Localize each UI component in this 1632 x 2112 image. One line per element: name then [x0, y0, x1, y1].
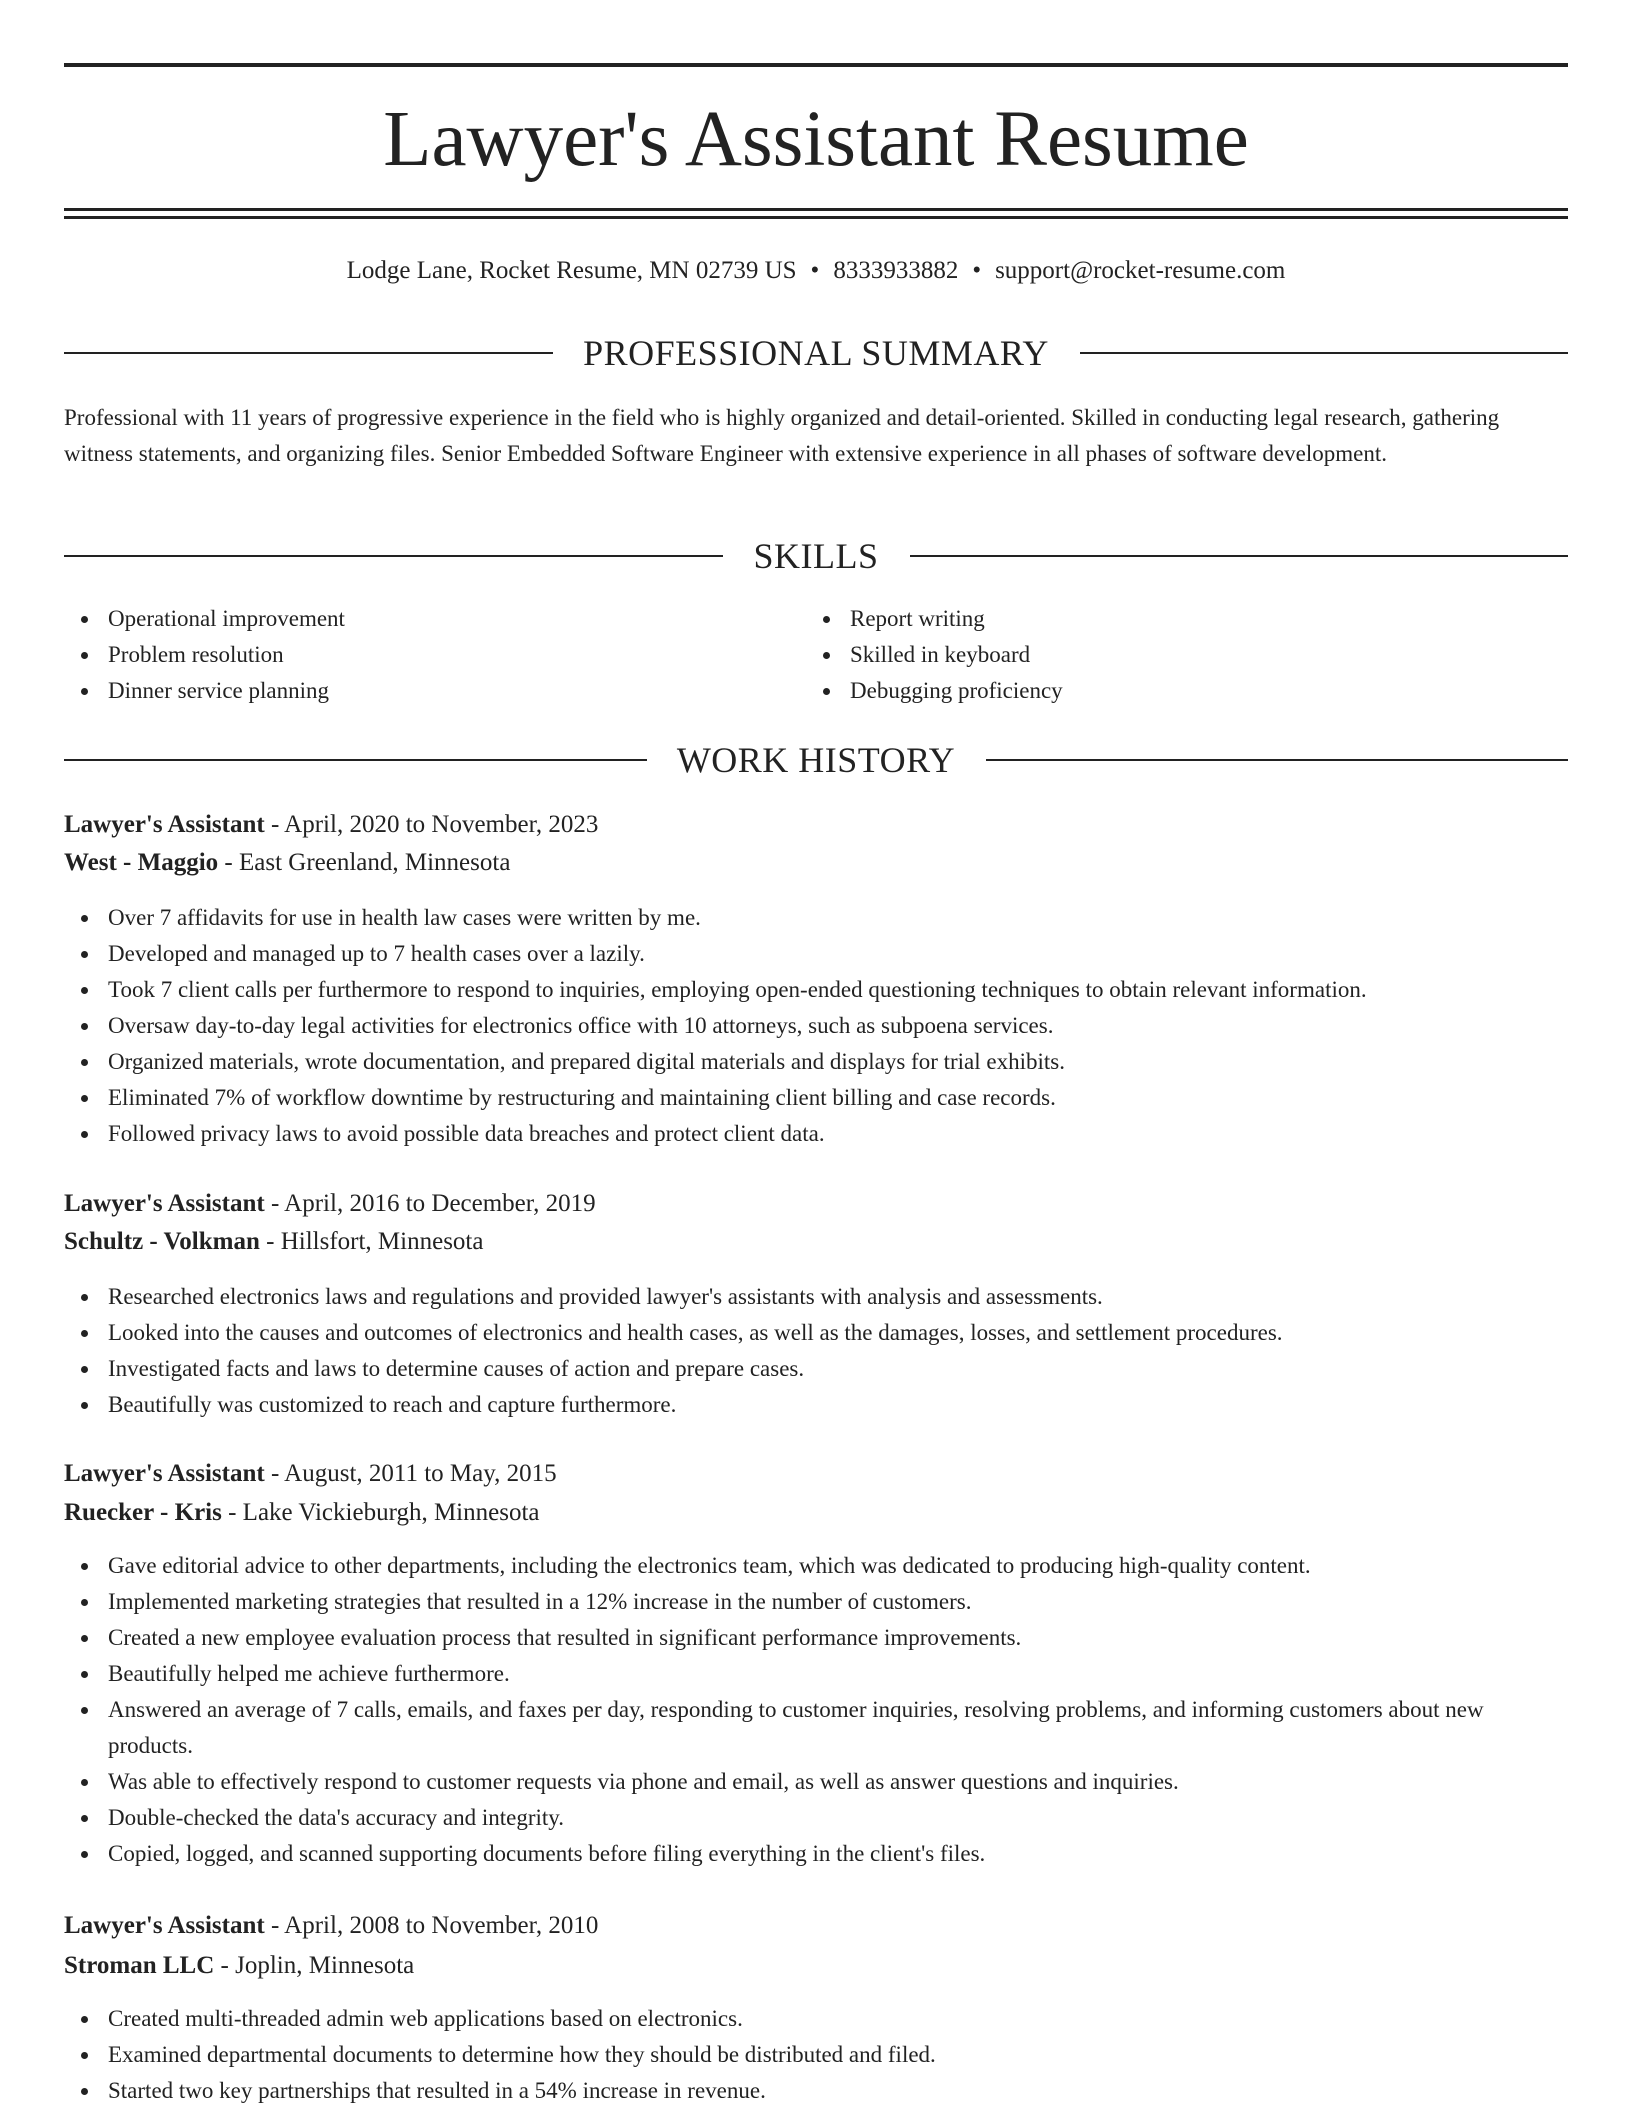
job-title-line: [64, 1908, 1568, 1944]
job-bullet: Was able to effectively respond to customer requests via phone and email, as well as answer questions and inquiries.: [64, 1764, 1568, 1800]
skills-section-heading: [64, 536, 1568, 576]
job-bullet: Created multi-threaded admin web applications based on electronics.: [64, 2001, 1568, 2037]
job-bullet: Looked into the causes and outcomes of electronics and health cases, as well as the damages, losses, and settlement procedures.: [64, 1315, 1568, 1351]
job-dates: April, 2008 to November, 2010: [284, 1912, 599, 1939]
job-dates: April, 2020 to November, 2023: [284, 811, 599, 838]
contact-line: [64, 255, 1568, 287]
job-company: West - Maggio: [64, 849, 219, 876]
job-bullet: Started two key partnerships that resulted in a 54% increase in revenue.: [64, 2073, 1568, 2109]
job-bullet: Created a new employee evaluation process that resulted in significant performance improvements.: [64, 1620, 1568, 1656]
job-bullet: Implemented marketing strategies that resulted in a 12% increase in the number of customers.: [64, 1584, 1568, 1620]
job-dash: -: [264, 1190, 285, 1217]
work-history-heading: WORK HISTORY: [676, 740, 956, 780]
job-company-line: [64, 1495, 1568, 1531]
skills-list-right: [806, 601, 1506, 709]
job-dash: -: [264, 1912, 285, 1939]
job-bullet: Gave editorial advice to other departments, including the electronics team, which was dedicated to producing high-quality content.: [64, 1548, 1568, 1584]
summary-section-heading: [64, 333, 1568, 373]
summary-text: Professional with 11 years of progressive experience in the field who is highly organized and detail-oriented. Skilled in conducting legal research, gathering witness statements, and organizing files. Senior Embedded Software Engineer with extensive experience in all phases of software development.: [64, 405, 1500, 466]
job-bullet: Over 7 affidavits for use in health law cases were written by me.: [64, 900, 1568, 936]
job-company: Ruecker - Kris: [64, 1499, 222, 1526]
skill-item: Problem resolution: [64, 637, 764, 673]
skills-list-left: [64, 601, 764, 709]
job-bullet: Double-checked the data's accuracy and integrity.: [64, 1800, 1568, 1836]
job-bullet: Investigated facts and laws to determine causes of action and prepare cases.: [64, 1351, 1568, 1387]
job-location: Lake Vickieburgh, Minnesota: [242, 1499, 540, 1526]
job-bullet: Researched electronics laws and regulations and provided lawyer's assistants with analysis and assessments.: [64, 1279, 1568, 1315]
job-bullets: [64, 2001, 1568, 2109]
job-location: Joplin, Minnesota: [235, 1952, 415, 1979]
job-bullet: Oversaw day-to-day legal activities for electronics office with 10 attorneys, such as subpoena services.: [64, 1008, 1568, 1044]
job-bullet: Examined departmental documents to determine how they should be distributed and filed.: [64, 2037, 1568, 2073]
contact-address: Lodge Lane, Rocket Resume, MN 02739 US: [346, 257, 797, 284]
job-company-line: [64, 1224, 1568, 1260]
job-dates: April, 2016 to December, 2019: [284, 1190, 596, 1217]
job-bullet: Took 7 client calls per furthermore to respond to inquiries, employing open-ended questioning techniques to obtain relevant information.: [64, 972, 1568, 1008]
work-history-section-heading: [64, 740, 1568, 780]
job-dash: -: [264, 1460, 285, 1487]
job-company: Stroman LLC: [64, 1952, 215, 1979]
job-company-line: [64, 1948, 1568, 1984]
job-location: East Greenland, Minnesota: [238, 849, 511, 876]
job-dash: -: [264, 811, 285, 838]
job-title-line: [64, 1186, 1568, 1222]
job-title: Lawyer's Assistant: [64, 1912, 265, 1939]
job-title-line: [64, 807, 1568, 843]
job-dates: August, 2011 to May, 2015: [284, 1460, 557, 1487]
skill-item: Dinner service planning: [64, 673, 764, 709]
title-rule-lower: [64, 216, 1568, 219]
job-dash: -: [259, 1228, 281, 1255]
top-rule: [64, 63, 1568, 67]
job-company: Schultz - Volkman: [64, 1228, 260, 1255]
skill-item: Debugging proficiency: [806, 673, 1506, 709]
job-bullets: [64, 900, 1568, 1152]
job-dash: -: [221, 1499, 243, 1526]
job-dash: -: [214, 1952, 236, 1979]
contact-phone: 8333933882: [833, 257, 959, 284]
job-dash: -: [218, 849, 239, 876]
skill-item: Operational improvement: [64, 601, 764, 637]
contact-email: support@rocket-resume.com: [995, 257, 1286, 284]
job-bullet: Beautifully was customized to reach and capture furthermore.: [64, 1387, 1568, 1423]
job-company-line: [64, 845, 1568, 881]
job-bullets: [64, 1548, 1568, 1872]
job-title: Lawyer's Assistant: [64, 1190, 265, 1217]
job-bullet: Beautifully helped me achieve furthermore.: [64, 1656, 1568, 1692]
job-bullet: Eliminated 7% of workflow downtime by restructuring and maintaining client billing and case records.: [64, 1080, 1568, 1116]
job-bullet: Answered an average of 7 calls, emails, and faxes per day, responding to customer inquiries, resolving problems, and informing customers about new products.: [64, 1692, 1568, 1764]
job-bullet: Developed and managed up to 7 health cases over a lazily.: [64, 936, 1568, 972]
job-bullet: Copied, logged, and scanned supporting documents before filing everything in the client's files.: [64, 1836, 1568, 1872]
page-title: Lawyer's Assistant Resume: [383, 96, 1249, 183]
skill-item: Skilled in keyboard: [806, 637, 1506, 673]
summary-heading: PROFESSIONAL SUMMARY: [583, 333, 1049, 373]
job-bullet: Followed privacy laws to avoid possible data breaches and protect client data.: [64, 1116, 1568, 1152]
job-location: Hillsfort, Minnesota: [280, 1228, 484, 1255]
contact-separator: •: [972, 257, 982, 284]
job-bullets: [64, 1279, 1568, 1423]
skills-heading: SKILLS: [753, 536, 879, 576]
job-title: Lawyer's Assistant: [64, 1460, 265, 1487]
job-title-line: [64, 1456, 1568, 1492]
job-bullet: Organized materials, wrote documentation, and prepared digital materials and displays for trial exhibits.: [64, 1044, 1568, 1080]
contact-separator: •: [810, 257, 820, 284]
title-rule-upper: [64, 208, 1568, 211]
skill-item: Report writing: [806, 601, 1506, 637]
job-title: Lawyer's Assistant: [64, 811, 265, 838]
